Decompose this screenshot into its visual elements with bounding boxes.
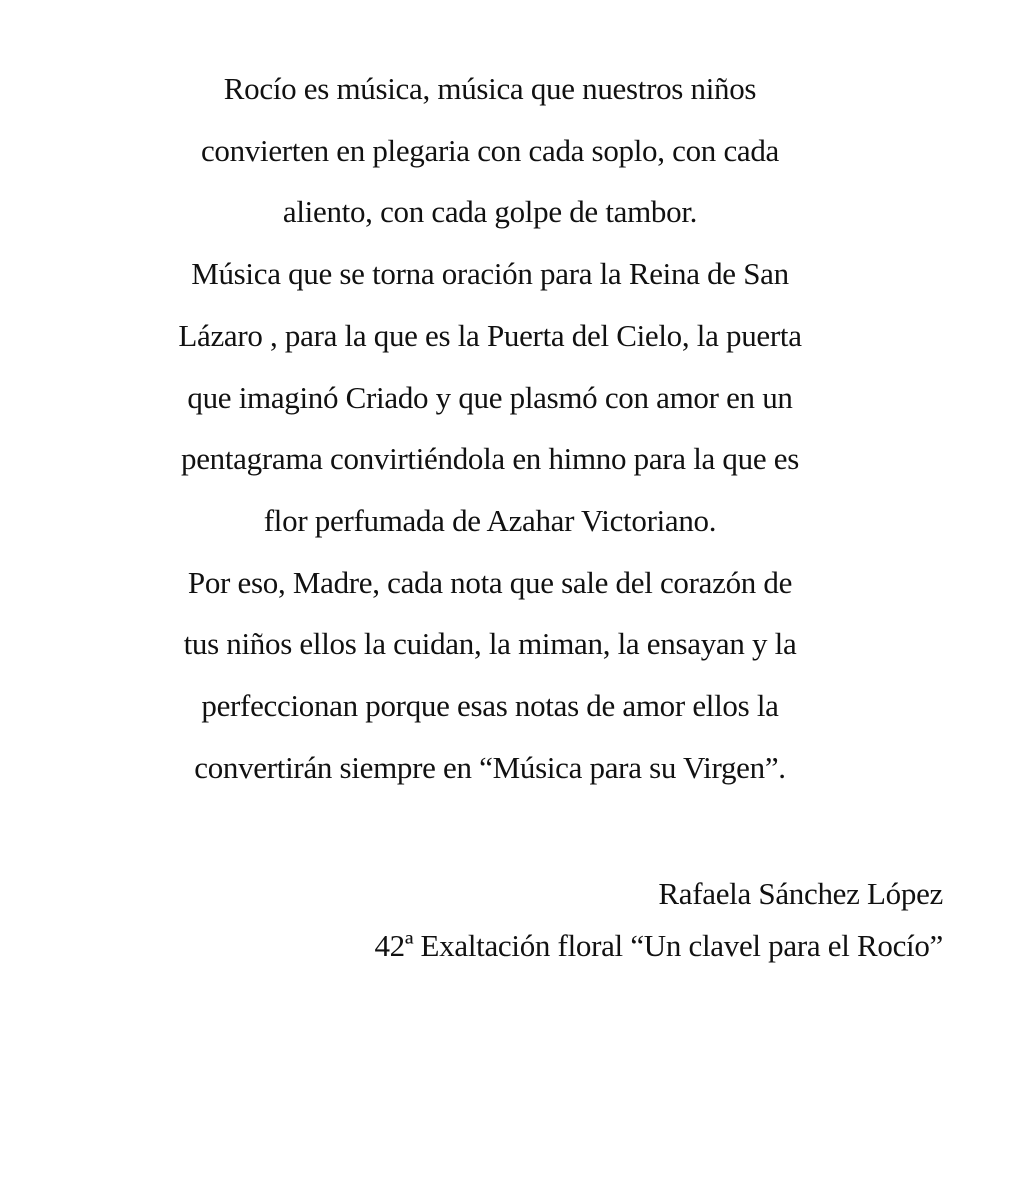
poem-line: aliento, con cada golpe de tambor.	[282, 194, 698, 230]
event-title: 42ª Exaltación floral “Un clavel para el Rocío”	[374, 928, 943, 963]
poem-line: flor perfumada de Azahar Victoriano.	[263, 502, 717, 538]
poem-line: Rocío es música, música que nuestros niños	[223, 71, 757, 106]
poem-text	[90, 58, 890, 798]
poem-line: convierten en plegaria con cada soplo, con cada	[200, 132, 780, 168]
poem-line: convertirán siempre en “Música para su Virgen”.	[194, 749, 786, 785]
author-name: Rafaela Sánchez López	[658, 876, 943, 911]
poem-line: perfeccionan porque esas notas de amor ellos la	[201, 688, 779, 724]
poem-line: Música que se torna oración para la Reina de San	[191, 256, 789, 292]
poem-line: tus niños ellos la cuidan, la miman, la ensayan y la	[183, 626, 797, 662]
poem-line: Por eso, Madre, cada nota que sale del corazón de	[187, 564, 793, 600]
poem-line: Lázaro , para la que es la Puerta del Cielo, la puerta	[178, 317, 802, 353]
poem-line: pentagrama convirtiéndola en himno para la que es	[181, 441, 799, 477]
signature-block	[374, 868, 943, 972]
poem-line: que imaginó Criado y que plasmó con amor en un	[187, 379, 793, 415]
